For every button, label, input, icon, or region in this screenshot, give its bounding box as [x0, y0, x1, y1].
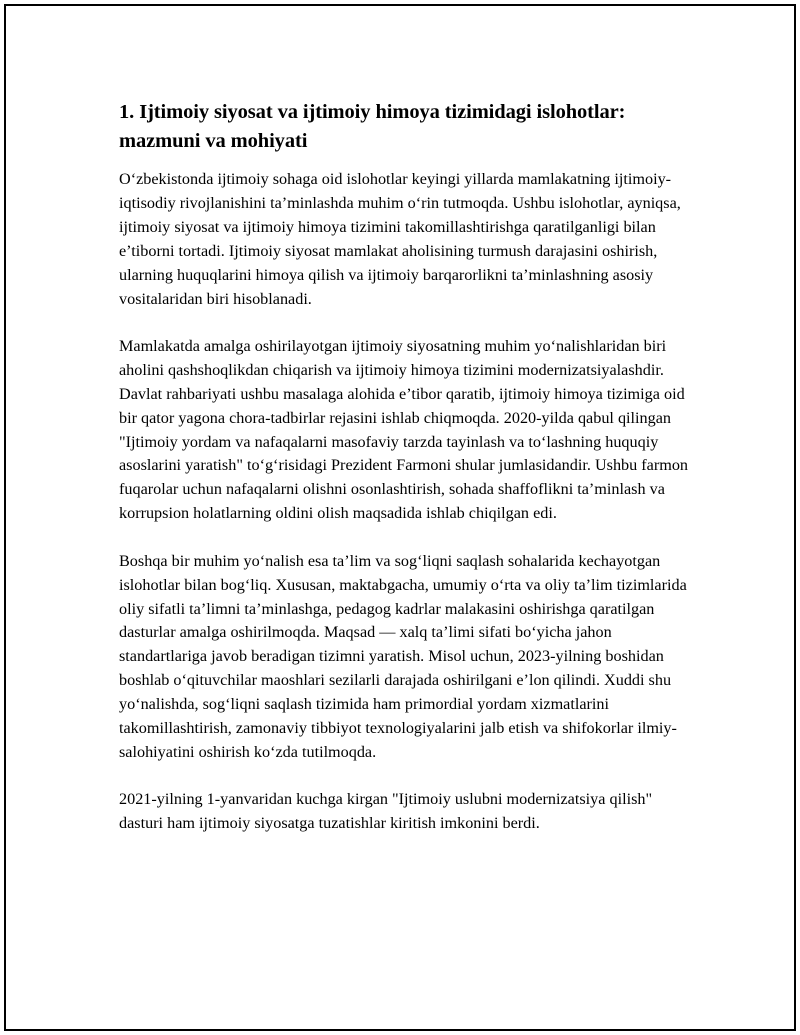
section-heading: 1. Ijtimoiy siyosat va ijtimoiy himoya tizimidagi islohotlar: mazmuni va mohiyati: [119, 101, 626, 152]
document-body: [119, 98, 689, 860]
paragraph-4: 2021-yilning 1-yanvaridan kuchga kirgan "Ijtimoiy uslubni modernizatsiya qilish" dasturi ham ijtimoiy siyosatga tuzatishlar kiritish imkonini berdi.: [119, 790, 653, 833]
paragraph-3: Boshqa bir muhim yo‘nalish esa ta’lim va sog‘liqni saqlash sohalarida kechayotgan islohotlar bilan bog‘liq. Xususan, maktabgacha, umumiy o‘rta va oliy ta’lim tizimlarida oliy sifatli ta’limni ta’minlashga, pedagog kadrlar malakasini oshirishga qaratilgan dasturlar amalga oshirilmoqda. Maqsad — xalq ta’limi sifati bo‘yicha jahon standartlariga javob beradigan tizimni yaratish. Misol uchun, 2023-yilning boshidan boshlab o‘qituvchilar maoshlari sezilarli darajada oshirilgani e’lon qilindi. Xuddi shu yo‘nalishda, sog‘liqni saqlash tizimida ham primordial yordam xizmatlarini takomillashtirish, zamonaviy tibbiyot texnologiyalarini jalb etish va shifokorlar ilmiy-salohiyatini oshirish ko‘zda tutilmoqda.: [119, 551, 687, 761]
paragraph-2: Mamlakatda amalga oshirilayotgan ijtimoiy siyosatning muhim yo‘nalishlaridan biri aholini qashshoqlikdan chiqarish va ijtimoiy himoya tizimini modernizatsiyalashdir. Davlat rahbariyati ushbu masalaga alohida e’tibor qaratib, ijtimoiy himoya tizimiga oid bir qator yagona chora-tadbirlar rejasini ishlab chiqmoqda. 2020-yilda qabul qilingan "Ijtimoiy yordam va nafaqalarni masofaviy tarzda tayinlash va to‘lashning huquqiy asoslarini yaratish" to‘g‘risidagi Prezident Farmoni shular jumlasidandir. Ushbu farmon fuqarolar uchun nafaqalarni olishni osonlashtirish, sohada shaffoflikni ta’minlash va korrupsion holatlarning oldini olish maqsadida ishlab chiqilgan edi.: [119, 336, 689, 523]
page-frame: [4, 4, 796, 1031]
paragraph-1: O‘zbekistonda ijtimoiy sohaga oid islohotlar keyingi yillarda mamlakatning ijtimoiy-iqtisodiy rivojlanishini ta’minlashda muhim o‘rin tutmoqda. Ushbu islohotlar, ayniqsa, ijtimoiy siyosat va ijtimoiy himoya tizimini takomillashtirishga qaratilganligi bilan e’tiborni tortadi. Ijtimoiy siyosat mamlakat aholisining turmush darajasini oshirish, ularning huquqlarini himoya qilish va ijtimoiy barqarorlikni ta’minlashning asosiy vositalaridan biri hisoblanadi.: [119, 170, 681, 308]
